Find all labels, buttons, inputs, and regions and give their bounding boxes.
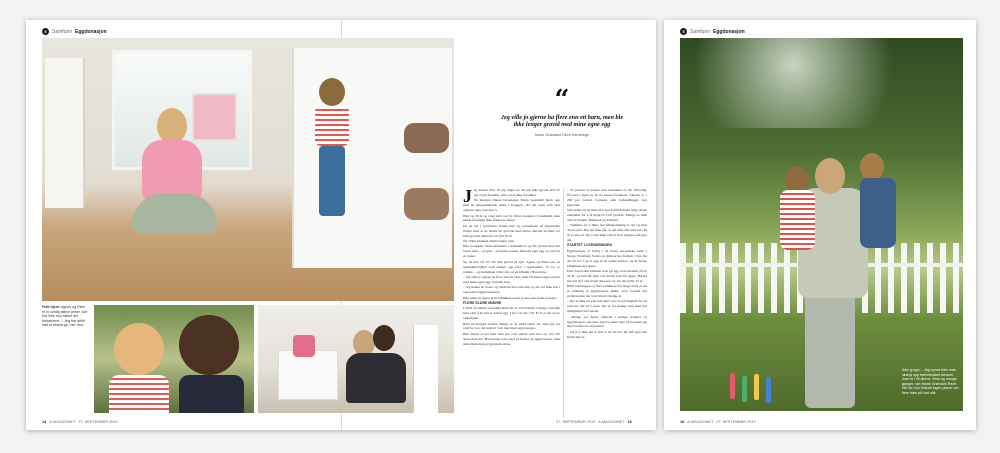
magazine-name: A-MAGASINET [687, 420, 714, 424]
photo-two-girls [94, 305, 254, 413]
article-column-1: J eg tenkte: Hva vil jeg angre på om jeg ikke gjorde det? Er det at jeg forsøkte, eller at jeg ikke forsøkte? En morgen våknet barnelegen Marie Grøndahl Rech opp med en altoppslukende tanke i kroppen: «Er det noen som skal oppleve meg som mor?» Hun var 39 år og i fast jobb ved St. Olavs hospital i Trondheim, men hadde foreløpig ikke funnet en mann. Da de var i tyveårene, hadde hun og venninnene på legestudiet fleipet med at de skulle bli gravide med donor dersom de ikke var blitt gravide innen de var fylt 35 år. Nå virket klokken uhellsvanger rask. Hun kontaktet Stork klinikken i København og ble gravid med sitt første barn – en gutt – på første forsøk, med sitt eget egg og sæd fra en donor. Så, da hun var 47, ble hun gravid på nytt. Agnes og Ellen eier en søskenkjærlighet som dukket opp først i oppbruddet: Vi var to tomme – og mammaen ville være på en klinikk i Barcelona. – Jeg ville jo gjerne ha flere enn ett barn, men ble ikke lenger gravid med mine egne egg, forteller hun. – Jeg hentet en donor og vurderte den som min og det var ikke noe i veien med eggdonasjonen. Hun søkte da åpent ut til klinikken at det er mer enn andre donorer. FLERE ELDRE MØDRE I 2019 var Marie Grøndahl Rech én av 125 kvinner i Norge som fikk barn etter å ha fått et donert egg. I fjor var det 176. Et år er det en ny virkelighet. Barn en morgen utenfor mange av de andre rundt oss, men jeg var redd for hva det kom til å bli mer med eggdonasjon. Hun innser at det ikke bare har vært enkelt som mor og vært litt alene med det. Han kunne være med på fødsel og eggdonasjon, men dette måtte hun gå gjennom alene. [463, 188, 560, 346]
section-topic: Eggdonasjon [75, 28, 107, 35]
page-number: 16 [680, 420, 685, 424]
section-header [680, 28, 745, 35]
section-number-badge: 5 [42, 28, 49, 35]
photo-child [307, 78, 357, 228]
magazine-name: A-MAGASINET [598, 420, 625, 424]
section-header [42, 28, 107, 35]
issue-date: 27. SEPTEMBER 2019 [556, 420, 596, 424]
footer-left [42, 420, 118, 424]
magazine-name: A-MAGASINET [49, 420, 76, 424]
bunk-opening [404, 123, 449, 153]
section-kicker: Samfunn [52, 28, 73, 35]
caption-lead: Fullt hjem: [42, 305, 61, 309]
quote-mark-icon: “ [554, 85, 570, 115]
main-photo-caption [42, 305, 88, 328]
magazine-spread [26, 20, 656, 430]
article-column-2: – Vi prosent av parene som behandles av det offentlige får barn i løpet av de tre første forsøkene. Likevel er 1 200 par fortsatt barnløse etter behandlingen, sier Kjersrud. Sett under ett tar ikke mer enn 6 000 kvinner årlig reisen utenlands for å få hjelp til å bli gravide. Mange av dem drar til Spania, Danmark og Finland. – Summen for å likke ned tilhokomsting er rett og slett 30 prosent. Når det ikke går, er det ikke alle som har råd til å reise ut. Og vi har ikke tall på hvor mange som gjør det. STARTET LOVENDRINGEN Eggdonasjon er lovlig i de fleste europeiske land: i Norge, Tyskland, Sveits og Italia er det forbudt. I fjor ble det nå lov å gi et egg til en annen kvinne, og de første klinikkene har åpnet. Etter loven skal kvinnen som gir egg være mellom 25 og 35 år, og hun får ikke vite hvem som får egget. Barnet har rett til å vite hvem donoren var når det fyller 15 år. Både barnelegen og flere politikere har lenge ment at det er urimelig at eggdonasjon skulle være forbudt når sæddonasjon har vært tillatt i mange år. – Det er ikke en sak som skal være et privilegium for de som har råd til å reise. Det er for mange som ikke har muligheten til å betale. – Mange par åpner allerede i mange kvinner og eggdonasjon, sier hun. Jeg har tenkt mye på hvordan jeg skal fortelle det til jentene. – Jeg tror ikke det er nok at de vet det. De må også vite hvem hun er. [567, 188, 647, 339]
section-kicker: Samfunn [690, 28, 711, 35]
drop-cap: J [463, 188, 472, 206]
column-divider [563, 188, 564, 418]
main-photo-playroom [42, 38, 454, 301]
photo-shelf [45, 58, 85, 208]
subheading: FLERE ELDRE MØDRE [463, 300, 502, 305]
issue-date: 27. SEPTEMBER 2019 [78, 420, 118, 424]
quote-text: Jeg ville jo gjerne ha flere enn ett barn, men ble ikke lenger gravid med mine egne egg [500, 114, 624, 129]
subheading: STARTET LOVENDRINGEN [567, 243, 613, 248]
page-number: 14 [42, 420, 47, 424]
photo-family-office [258, 305, 454, 413]
photo-mother [127, 108, 217, 238]
footer-right [556, 420, 632, 424]
pull-quote [496, 85, 628, 137]
garden-photo-caption: Ikke gi opp: – Jeg synes ikke man skal gi opp barneønsket dersom man er i 40-årene. Bruk og mange ganger, sier Marie Grøndahl Rech. Nå har hun fortsatt ingen planer om flere barn på kort sikt. [902, 368, 959, 395]
section-number-badge: 5 [680, 28, 687, 35]
bunk-opening [404, 188, 449, 220]
issue-date: 27. SEPTEMBER 2019 [716, 420, 756, 424]
footer-single [680, 420, 756, 424]
section-topic: Eggdonasjon [713, 28, 745, 35]
page-number: 15 [627, 420, 632, 424]
magazine-single-page [664, 20, 976, 430]
photo-garden-family [680, 38, 963, 411]
quote-author: Marie Grøndahl Rech barnelege [534, 132, 590, 137]
caption-text: Agnes og Ellen er to veldig aktive jenter. Det tror ikke mor skiller det forbarnene. – Jeg har alltid hatt et ekstra gir, mer hun. [42, 305, 88, 328]
